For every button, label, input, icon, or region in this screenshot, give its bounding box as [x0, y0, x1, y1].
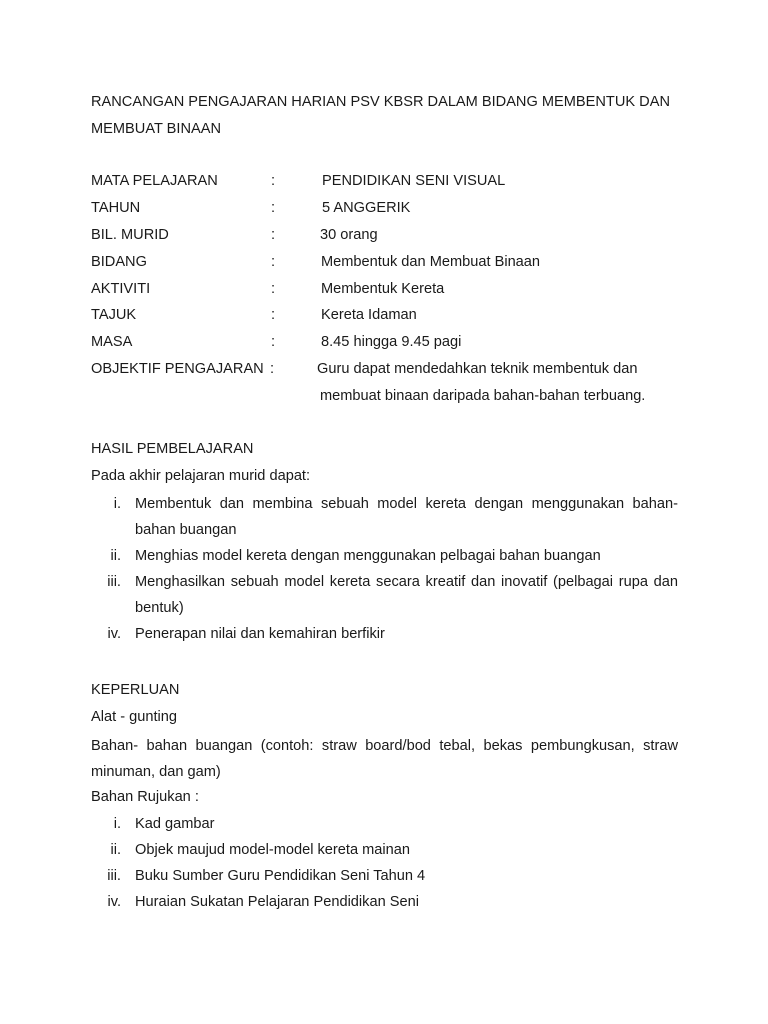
info-value: Membentuk Kereta: [321, 281, 445, 297]
document-title: RANCANGAN PENGAJARAN HARIAN PSV KBSR DALAM BIDANG MEMBENTUK DAN MEMBUAT BINAAN: [91, 94, 670, 137]
info-value: 5 ANGGERIK: [322, 200, 411, 216]
list-item: [91, 569, 678, 621]
list-item: [91, 621, 678, 647]
info-colon: :: [271, 227, 276, 243]
info-label: AKTIVITI: [91, 281, 151, 297]
list-text: Penerapan nilai dan kemahiran berfikir: [135, 626, 385, 642]
info-colon: :: [271, 281, 276, 297]
info-value: Kereta Idaman: [321, 307, 417, 323]
list-item: [91, 543, 678, 569]
info-value: PENDIDIKAN SENI VISUAL: [322, 173, 506, 189]
info-value: Membentuk dan Membuat Binaan: [321, 254, 541, 270]
info-label: TAJUK: [91, 307, 137, 323]
rujukan-label: Bahan Rujukan :: [91, 789, 199, 805]
section-heading-keperluan: KEPERLUAN: [91, 682, 180, 698]
info-label: TAHUN: [91, 200, 141, 216]
list-text: Huraian Sukatan Pelajaran Pendidikan Seni: [135, 894, 419, 910]
list-item: [91, 863, 678, 889]
info-colon: :: [271, 200, 276, 216]
list-text: Kad gambar: [135, 816, 215, 832]
info-colon: :: [271, 254, 276, 270]
list-number: i.: [113, 816, 121, 832]
info-label: MASA: [91, 334, 133, 350]
section-heading-hasil: HASIL PEMBELAJARAN: [91, 441, 254, 457]
info-label: BIL. MURID: [91, 227, 169, 243]
list-number: iv.: [107, 894, 121, 910]
list-number: iii.: [107, 574, 121, 590]
list-item: [91, 837, 678, 863]
info-colon: :: [270, 361, 275, 377]
list-number: iv.: [107, 626, 121, 642]
objektif-line: membuat binaan daripada bahan-bahan terbuang.: [320, 388, 646, 404]
objektif-line: Guru dapat mendedahkan teknik membentuk dan: [317, 361, 638, 377]
info-colon: :: [271, 307, 276, 323]
info-colon: :: [271, 334, 276, 350]
list-item: [91, 811, 678, 837]
info-label: BIDANG: [91, 254, 147, 270]
info-label: MATA PELAJARAN: [91, 173, 218, 189]
keperluan-alat: Alat - gunting: [91, 709, 177, 725]
info-colon: :: [271, 173, 276, 189]
objektif-value: [317, 356, 677, 410]
keperluan-bahan: Bahan- bahan buangan (contoh: straw board/bod tebal, bekas pembungkusan, straw minuman, dan gam): [91, 738, 678, 780]
list-item: [91, 889, 678, 915]
list-number: ii.: [110, 842, 121, 858]
list-text: Membentuk dan membina sebuah model kereta dengan menggunakan bahan-bahan buangan: [135, 496, 678, 538]
list-number: iii.: [107, 868, 121, 884]
hasil-list: [91, 491, 678, 647]
list-item: [91, 491, 678, 543]
info-value: 30 orang: [320, 227, 378, 243]
rujukan-list: [91, 811, 678, 915]
info-label: OBJEKTIF PENGAJARAN: [91, 361, 264, 377]
list-text: Menghias model kereta dengan menggunakan pelbagai bahan buangan: [135, 548, 601, 564]
list-text: Menghasilkan sebuah model kereta secara kreatif dan inovatif (pelbagai rupa dan bentuk): [135, 574, 678, 616]
list-text: Buku Sumber Guru Pendidikan Seni Tahun 4: [135, 868, 426, 884]
list-text: Objek maujud model-model kereta mainan: [135, 842, 410, 858]
list-number: ii.: [110, 548, 121, 564]
list-number: i.: [113, 496, 121, 512]
hasil-intro: Pada akhir pelajaran murid dapat:: [91, 468, 311, 484]
info-value: 8.45 hingga 9.45 pagi: [321, 334, 462, 350]
